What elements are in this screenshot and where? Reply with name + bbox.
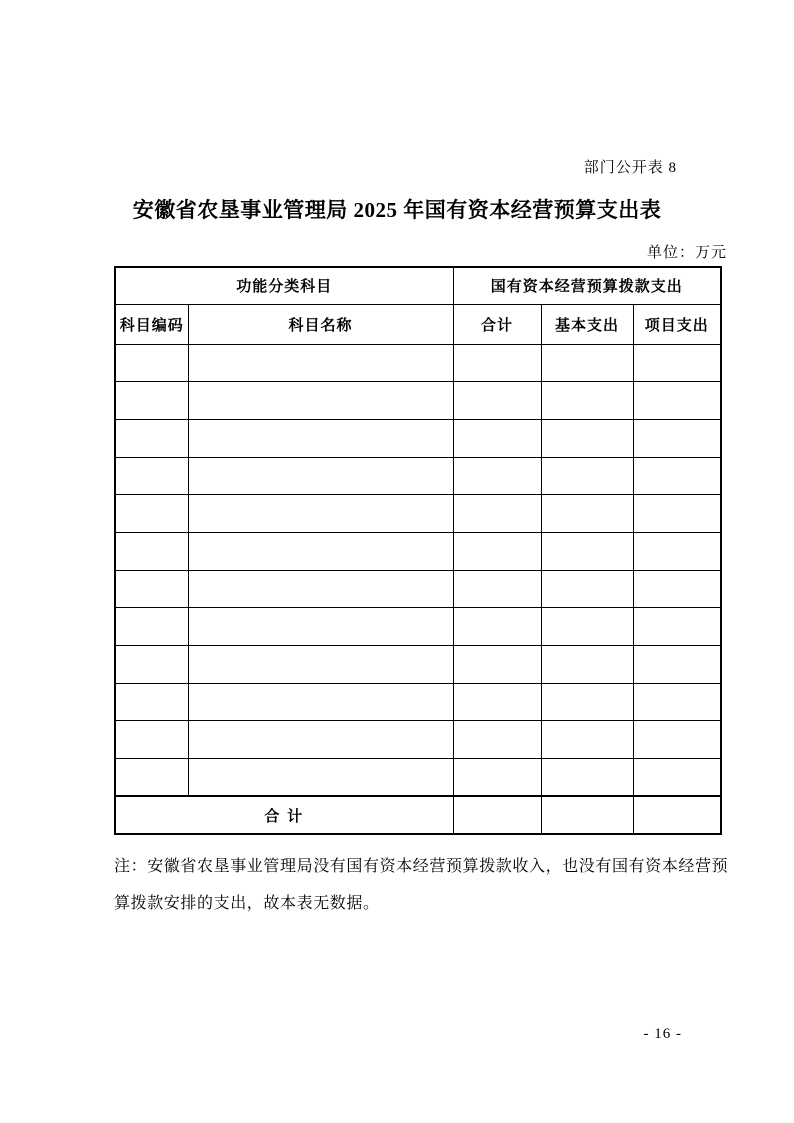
table-cell [633,495,721,533]
table-cell [188,419,453,457]
table-cell [188,495,453,533]
table-cell [453,382,541,420]
table-cell [115,721,188,759]
table-row [115,570,721,608]
table-cell [633,532,721,570]
table-cell [633,419,721,457]
table-row [115,759,721,797]
table-cell [188,721,453,759]
total-value-cell-total [453,796,541,834]
table-cell [633,457,721,495]
table-cell [188,532,453,570]
table-cell [541,646,633,684]
unit-label: 单位：万元 [646,245,727,261]
table-cell [453,683,541,721]
table-cell [115,344,188,382]
table-row [115,495,721,533]
table-cell [633,683,721,721]
table-cell [453,570,541,608]
table-cell [633,382,721,420]
table-cell [115,419,188,457]
table-cell [453,495,541,533]
note-line-2: 算拨款安排的支出，故本表无数据。 [114,895,380,912]
table-cell [453,457,541,495]
page-number: - 16 - [643,1026,682,1042]
header-functional-category: 功能分类科目 [115,267,453,304]
table-cell [541,457,633,495]
table-cell [188,759,453,797]
table-row [115,382,721,420]
table-cell [633,721,721,759]
table-cell [188,608,453,646]
table-body [115,344,721,796]
col-header-subject-code: 科目编码 [115,304,188,344]
total-label-cell: 合 计 [115,796,453,834]
col-header-total: 合计 [453,304,541,344]
note [114,848,734,922]
col-header-project-expenditure: 项目支出 [633,304,721,344]
table-row [115,646,721,684]
table-row [115,344,721,382]
table-row [115,683,721,721]
table-cell [188,457,453,495]
table-cell [115,457,188,495]
table-cell [115,382,188,420]
table-cell [188,646,453,684]
table-cell [633,759,721,797]
total-row [115,796,721,834]
table-row [115,721,721,759]
table-cell [541,570,633,608]
table-cell [541,344,633,382]
table-cell [541,683,633,721]
table-cell [115,495,188,533]
table-cell [188,683,453,721]
total-value-cell-basic [541,796,633,834]
table-cell [541,419,633,457]
table-row [115,532,721,570]
page-title: 安徽省农垦事业管理局 2025 年国有资本经营预算支出表 [132,198,662,222]
table-cell [453,608,541,646]
table-cell [115,608,188,646]
table-cell [115,683,188,721]
note-line-1: 注：安徽省农垦事业管理局没有国有资本经营预算拨款收入，也没有国有资本经营预 [114,858,729,875]
table-column-header-row [115,304,721,344]
table-cell [633,344,721,382]
doc-label: 部门公开表 8 [583,160,677,176]
table-cell [188,344,453,382]
table-cell [633,646,721,684]
table-cell [541,495,633,533]
table-group-header-row [115,267,721,304]
table-cell [115,759,188,797]
table-cell [453,532,541,570]
table-cell [541,608,633,646]
table-footer [115,796,721,834]
table-row [115,419,721,457]
header-budget-allocation: 国有资本经营预算拨款支出 [453,267,721,304]
table-row [115,457,721,495]
table-row [115,608,721,646]
table-cell [115,570,188,608]
table-cell [633,608,721,646]
table-cell [453,721,541,759]
table-cell [115,532,188,570]
table-cell [453,759,541,797]
table-cell [115,646,188,684]
table-cell [541,759,633,797]
table-cell [541,721,633,759]
col-header-subject-name: 科目名称 [188,304,453,344]
table-cell [188,570,453,608]
table-cell [541,382,633,420]
table-cell [188,382,453,420]
table-cell [453,344,541,382]
table-cell [541,532,633,570]
table-cell [453,646,541,684]
table-cell [633,570,721,608]
col-header-basic-expenditure: 基本支出 [541,304,633,344]
table-cell [453,419,541,457]
budget-table [114,266,722,835]
total-value-cell-project [633,796,721,834]
